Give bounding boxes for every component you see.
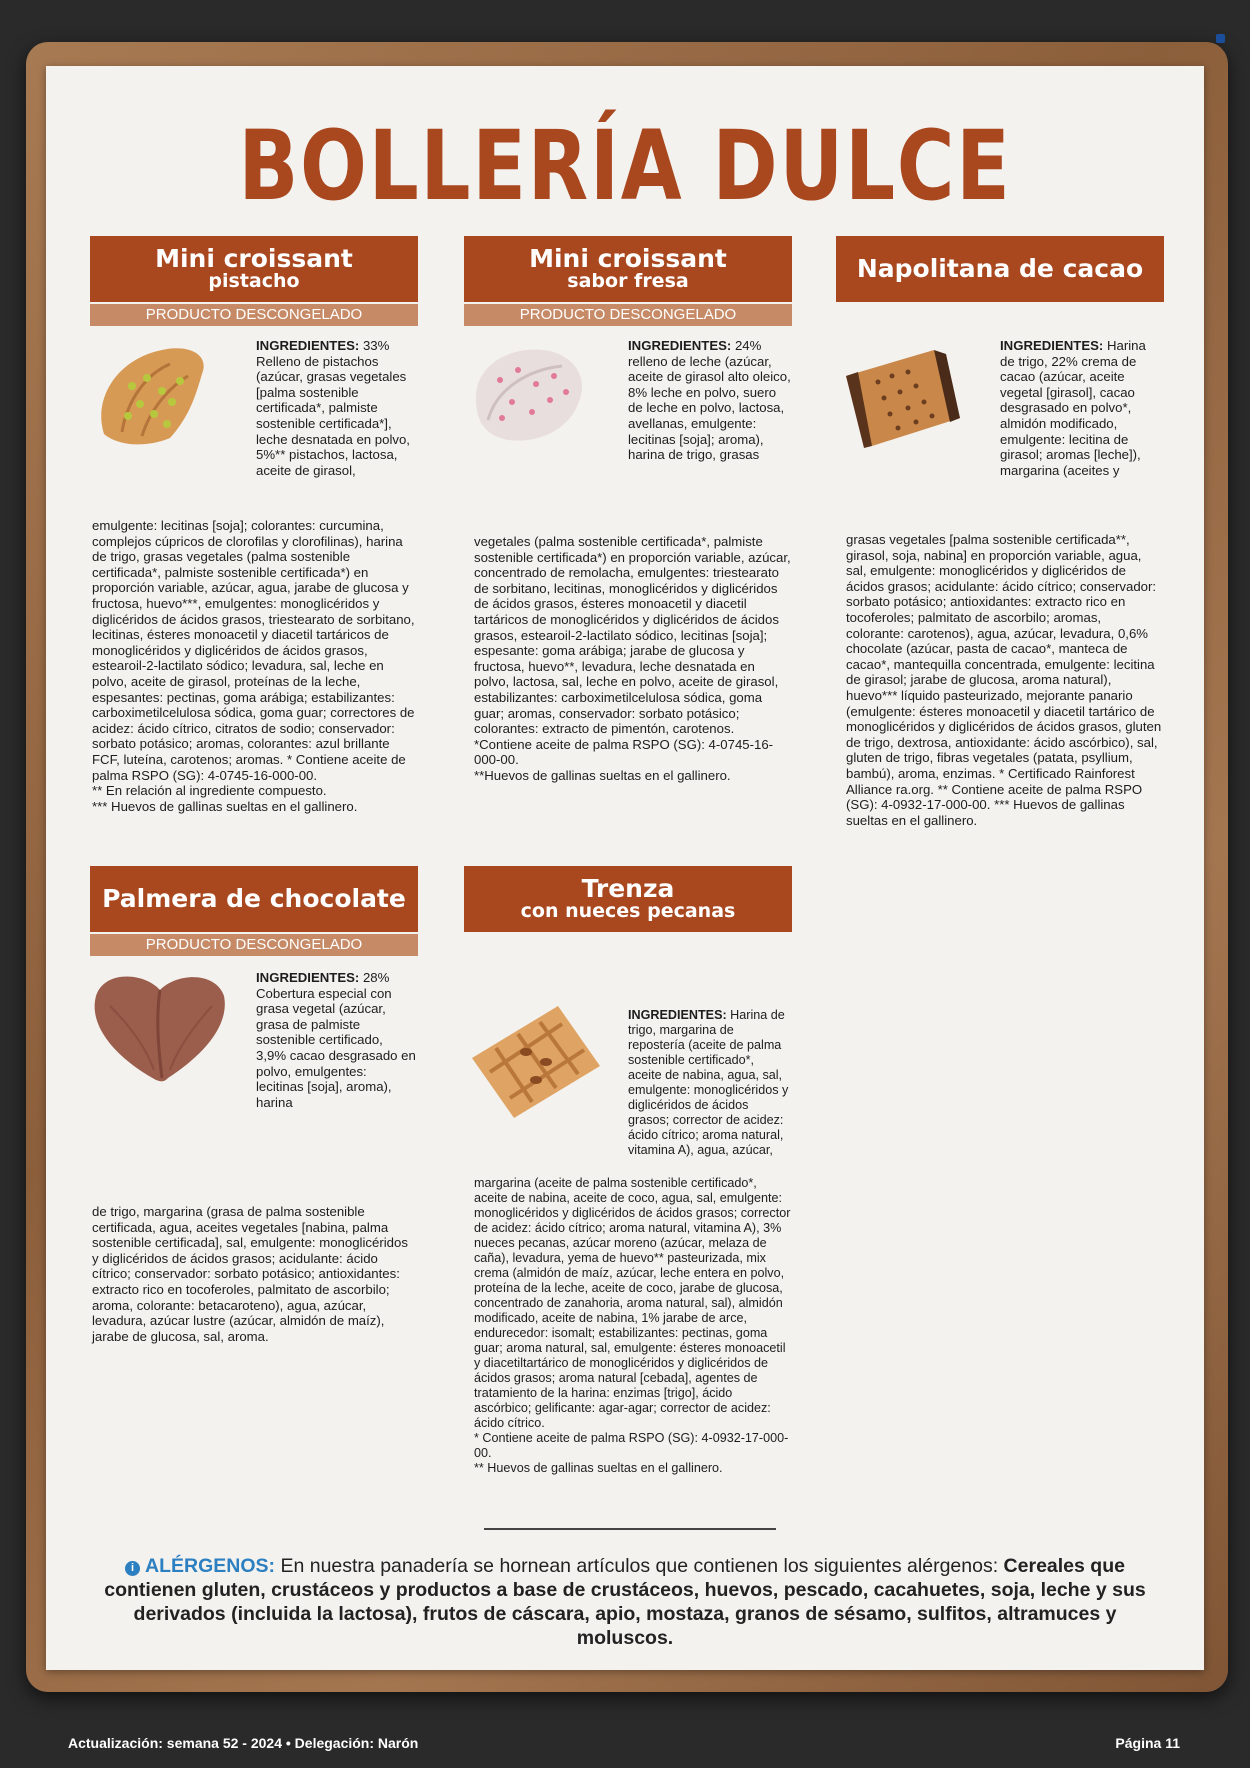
product-name: Palmera de chocolate [102, 883, 406, 913]
allergens-intro: En nuestra panadería se hornean artículos que contienen los siguientes alérgenos: [275, 1555, 1004, 1577]
ingredients-rest: vegetales (palma sostenible certificada*, palmiste sostenible certificada*) en proporción variable, azúcar, concentrado de remolacha, emulgentes: triestearato de sorbitano, lecitinas, monoglicéridos y diglicéridos de ácidos grasos, ésteres monoacetil y diacetil tartáricos de monoglicéridos y diglicéridos de ácidos grasos, estearoil-2-lactilato sódico, lecitinas [soja]; espesante: goma arábiga; jarabe de glucosa y fructosa, huevo**, levadura, leche desnatada en polvo, lactosa, sal, leche en polvo, aceite de girasol, estabilizantes: carboximetilcelulosa sódica, goma guar; aromas, conservador: sorbato potásico; colorantes: extracto de pimentón, carotenos. [474, 534, 791, 737]
product-header [90, 236, 418, 302]
napolitana-cacao-photo [838, 342, 966, 452]
ingredients-label: INGREDIENTES: [256, 970, 360, 985]
ingredients-body-text [474, 1176, 792, 1476]
ingredients-body-text [92, 1204, 418, 1344]
ingredient-note: ** Huevos de gallinas sueltas en el gallinero. [474, 1461, 723, 1475]
defrosted-band: PRODUCTO DESCONGELADO [90, 304, 418, 326]
product-name: Napolitana de cacao [856, 253, 1144, 283]
ingredients-body-text [474, 534, 792, 784]
trenza-pecanas-photo [466, 1002, 606, 1122]
ingredients-rest: grasas vegetales [palma sostenible certificada**, girasol, soja, nabina] en proporción variable, agua, sal, emulgente: monoglicéridos y diglicéridos de ácidos grasos; acidulante: ácido cítrico; conservador: sorbato potásico; antioxidantes: extracto rico en tocoferoles; palmitato de ascorbilo; aromas, colorante: carotenos), agua, azúcar, levadura, 0,6% chocolate (azúcar, pasta de cacao*, manteca de cacao*, mantequilla concentrada, emulgente: lecitina de girasol; jarabe de glucosa, aroma natural), huevo*** líquido pasteurizado, mejorante panario (emulgente: ésteres monoacetil y diacetil tartárico de monoglicéridos y diglicéridos de ácidos grasos, gluten de trigo, dextrosa, antioxidante: ácido ascórbico), sal, gluten de trigo, fibras vegetales (patata, psyllium, bambú), aroma, enzimas. * Certificado Rainforest Alliance ra.org. ** Contiene aceite de palma RSPO (SG): 4-0932-17-000-00. *** Huevos de gallinas sueltas en el gallinero. [846, 532, 1162, 828]
defrosted-band: PRODUCTO DESCONGELADO [90, 934, 418, 956]
product-header [90, 866, 418, 932]
allergens-notice [90, 1554, 1160, 1650]
ingredient-note: *Contiene aceite de palma RSPO (SG): 4-0745-16-000-00. [474, 736, 774, 768]
ingredients-label: INGREDIENTES: [628, 1008, 727, 1022]
ingredients-body-text [92, 518, 418, 814]
defrosted-band: PRODUCTO DESCONGELADO [464, 304, 792, 326]
product-subtitle: pistacho [208, 270, 300, 293]
product-card-trenza-pecanas [464, 866, 792, 932]
ingredients-label: INGREDIENTES: [1000, 338, 1104, 353]
ingredients-top: 28% Cobertura especial con grasa vegetal (azúcar, grasa de palmiste sostenible certificado, 3,9% cacao desgrasado en polvo, emulgentes: lecitinas [soja], aroma), harina [256, 970, 416, 1110]
ingredients-top-text [628, 338, 794, 463]
ingredients-top-text [1000, 338, 1162, 478]
ingredient-note: * Contiene aceite de palma RSPO (SG): 4-0932-17-000-00. [474, 1431, 789, 1460]
ingredient-note: *** Huevos de gallinas sueltas en el gallinero. [92, 798, 358, 814]
product-subtitle: sabor fresa [567, 270, 689, 293]
product-name: Trenza [581, 873, 675, 903]
paper-sheet [46, 66, 1204, 1670]
ingredients-top: Harina de trigo, margarina de repostería (aceite de palma sostenible certificado*, aceite de nabina, agua, sal, emulgente: monoglicéridos y diglicéridos de ácidos grasos; corrector de acidez: ácido cítrico; aroma natural, vitamina A), agua, azúcar, [628, 1008, 789, 1157]
ingredients-label: INGREDIENTES: [628, 338, 732, 353]
allergens-list: Cereales que contienen gluten, crustáceos y productos a base de crustáceos, huevos, pescado, cacahuetes, soja, leche y sus derivados (incluida la lactosa), frutos de cáscara, apio, mostaza, granos de sésamo, sulfitos, altramuces y moluscos. [104, 1555, 1146, 1649]
product-header [464, 236, 792, 302]
ingredients-top: 24% relleno de leche (azúcar, aceite de girasol alto oleico, 8% leche en polvo, suero de leche en polvo, lactosa, avellanas, emulgente: lecitinas [soja]; aroma), harina de trigo, grasas [628, 338, 791, 463]
product-card-mini-croissant-pistacho [90, 236, 418, 326]
mini-croissant-pistachio-photo [92, 336, 216, 452]
ingredients-rest: margarina (aceite de palma sostenible certificado*, aceite de nabina, aceite de coco, agua, sal, emulgente: monoglicéridos y diglicéridos de ácidos grasos; corrector de acidez: ácido cítrico; aroma natural, vitamina A), 3% nueces pecanas, azúcar moreno (azúcar, melaza de caña), levadura, yema de huevo** pasteurizada, mix crema (almidón de maíz, azúcar, leche entera en polvo, proteína de la leche, aceite de coco, jarabe de glucosa, concentrado de zanahoria, aroma natural, sal), almidón modificado, aceite de nabina, 1% jarabe de arce, endurecedor: isomalt; estabilizantes: pectinas, goma guar; aroma natural, sal, emulgente: ésteres monoacetil y diacetiltartárico de monoglicéridos y diglicéridos de ácidos grasos; aroma natural [cebada], agentes de tratamiento de la harina: enzimas [trigo], ácido ascórbico; gelificante: agar-agar; corrector de acidez: ácido cítrico. [474, 1176, 791, 1430]
ingredient-note: ** En relación al ingrediente compuesto. [92, 783, 327, 799]
ingredients-top: Harina de trigo, 22% crema de cacao (azúcar, aceite vegetal [girasol], cacao desgrasado en polvo*, almidón modificado, emulgente: lecitina de girasol; aromas [leche]), margarina (aceites y [1000, 338, 1146, 478]
ingredients-top-text [256, 338, 416, 478]
mini-croissant-strawberry-photo [466, 340, 592, 450]
footer-page-number: Página 11 [1115, 1735, 1180, 1751]
ingredient-note: **Huevos de gallinas sueltas en el gallinero. [474, 767, 731, 783]
product-name: Mini croissant [529, 243, 727, 273]
product-card-mini-croissant-fresa [464, 236, 792, 326]
info-icon: i [125, 1561, 140, 1576]
ingredients-top-text [256, 970, 416, 1110]
divider [484, 1528, 776, 1530]
ingredients-rest: emulgente: lecitinas [soja]; colorantes: curcumina, complejos cúpricos de clorofilas y clorofilinas), harina de trigo, grasas vegetales (palma sostenible certificada*, palmiste sostenible certificada*) en proporción variable, azúcar, agua, jarabe de glucosa y fructosa, huevo***, emulgentes: monoglicéridos y diglicéridos de ácidos grasos, triestearato de sorbitano, lecitinas, ésteres monoacetil y diacetil tartáricos de monoglicéridos y diglicéridos de ácidos grasos, estearoil-2-lactilato sódico; levadura, sal, leche en polvo, aceite de girasol, proteínas de la leche, espesantes: pectinas, goma arábiga; estabilizantes: carboximetilcelulosa sódica, goma guar; correctores de acidez: ácido cítrico, citratos de sodio; conservador: sorbato potásico; aromas, colorantes: azul brillante FCF, luteína, carotenos; aromas. * Contiene aceite de palma RSPO (SG): 4-0745-16-000-00. [92, 518, 415, 783]
product-header [836, 236, 1164, 302]
product-name: Mini croissant [155, 243, 353, 273]
product-card-palmera-chocolate [90, 866, 418, 956]
ingredients-label: INGREDIENTES: [256, 338, 360, 353]
footer-update: Actualización: semana 52 - 2024 • Delegación: Narón [68, 1735, 419, 1751]
brand-mark-icon [1216, 34, 1225, 43]
product-card-napolitana-cacao [836, 236, 1164, 302]
allergens-label: ALÉRGENOS: [145, 1555, 276, 1577]
ingredients-rest: de trigo, margarina (grasa de palma sostenible certificada, agua, aceites vegetales [nabina, palma sostenible certificada], sal, emulgente: monoglicéridos y diglicéridos de ácidos grasos; acidulante: ácido cítrico; conservador: sorbato potásico; antioxidantes: extracto rico en tocoferoles, palmitato de ascorbilo; aroma, colorante: betacaroteno), agua, azúcar, levadura, azúcar lustre (azúcar, almidón de maíz), jarabe de glucosa, sal, aroma. [92, 1204, 408, 1344]
palmera-chocolate-photo [90, 966, 232, 1086]
product-header [464, 866, 792, 932]
ingredients-top: 33% Relleno de pistachos (azúcar, grasas vegetales [palma sostenible certificada*, palmiste sostenible certificada*], leche desnatada en polvo, 5%** pistachos, lactosa, aceite de girasol, [256, 338, 410, 478]
ingredients-top-text [628, 1008, 790, 1158]
product-subtitle: con nueces pecanas [520, 900, 736, 923]
ingredients-body-text [846, 532, 1162, 828]
page-title: BOLLERÍA DULCE [238, 110, 1012, 222]
